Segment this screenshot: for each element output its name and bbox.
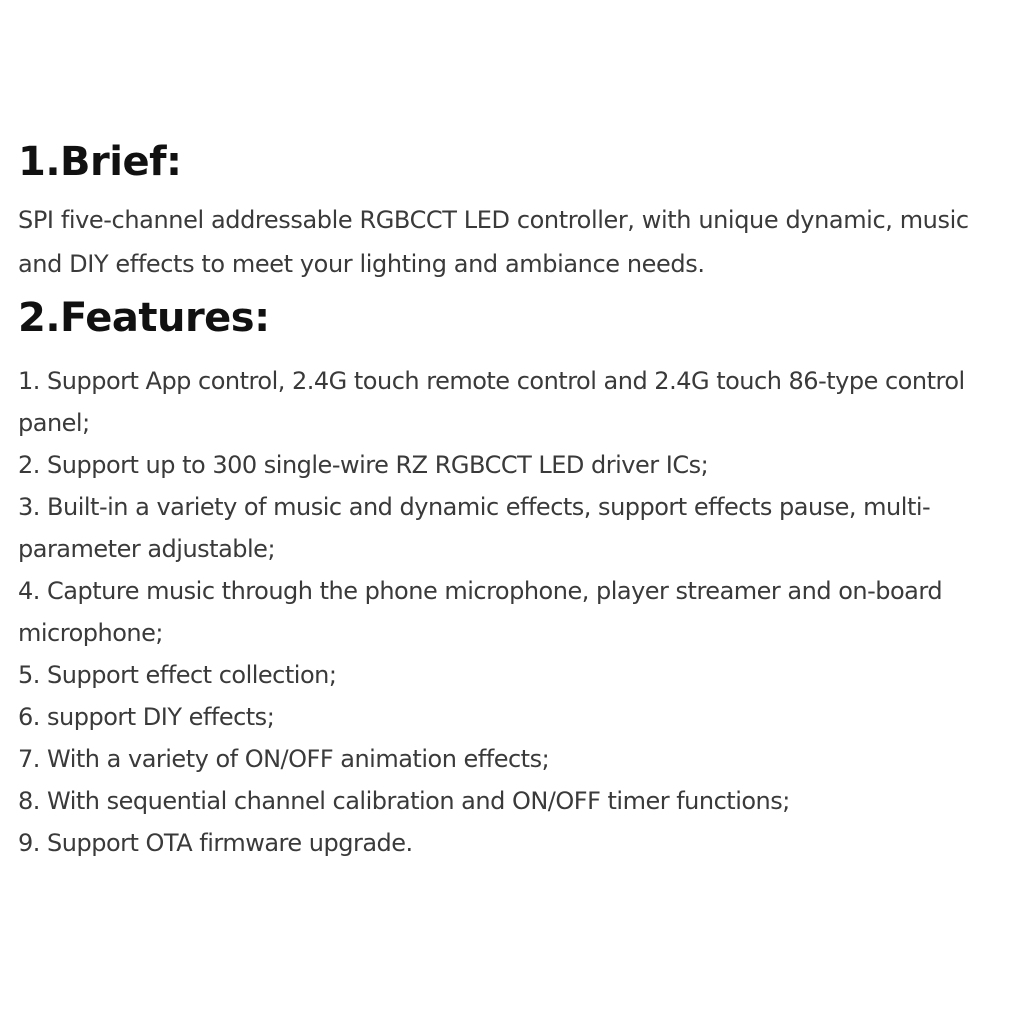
feature-item: 7. With a variety of ON/OFF animation effects; xyxy=(18,745,550,773)
feature-item: 2. Support up to 300 single-wire RZ RGBCCT LED driver ICs; xyxy=(18,451,709,479)
features-list xyxy=(18,360,1006,864)
feature-item: 4. Capture music through the phone microphone, player streamer and on-board microphone; xyxy=(18,577,943,647)
brief-heading: 1.Brief: xyxy=(18,139,182,185)
feature-item: 8. With sequential channel calibration and ON/OFF timer functions; xyxy=(18,787,790,815)
feature-item: 5. Support effect collection; xyxy=(18,661,337,689)
feature-item: 6. support DIY effects; xyxy=(18,703,275,731)
feature-item: 1. Support App control, 2.4G touch remote control and 2.4G touch 86-type control panel; xyxy=(18,367,965,437)
brief-paragraph: SPI five-channel addressable RGBCCT LED controller, with unique dynamic, music and DIY effects to meet your lighting and ambiance needs. xyxy=(18,206,969,278)
feature-item: 3. Built-in a variety of music and dynamic effects, support effects pause, multi-parameter adjustable; xyxy=(18,493,931,563)
feature-item: 9. Support OTA firmware upgrade. xyxy=(18,829,413,857)
features-heading: 2.Features: xyxy=(18,295,270,341)
